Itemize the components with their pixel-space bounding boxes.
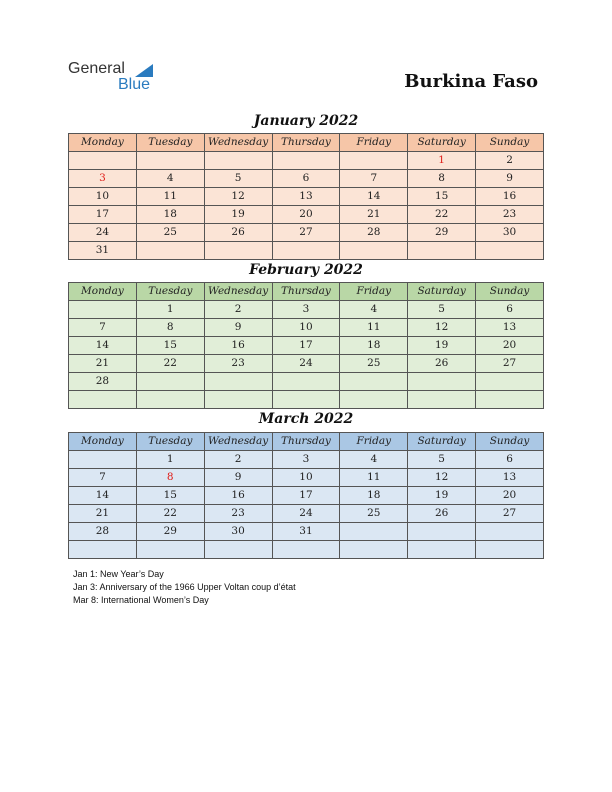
week-row xyxy=(69,337,544,355)
day-cell: 15 xyxy=(408,188,476,206)
day-cell: 6 xyxy=(476,451,544,469)
week-row xyxy=(69,206,544,224)
day-cell xyxy=(204,373,272,391)
day-cell: 5 xyxy=(408,451,476,469)
day-cell xyxy=(340,523,408,541)
day-cell: 6 xyxy=(476,301,544,319)
day-cell: 8 xyxy=(136,469,204,487)
day-cell: 15 xyxy=(136,337,204,355)
weekday-header: Sunday xyxy=(476,433,544,451)
weekday-header: Tuesday xyxy=(136,134,204,152)
day-cell xyxy=(69,541,137,559)
weekday-header: Friday xyxy=(340,283,408,301)
day-cell: 13 xyxy=(476,469,544,487)
month-title-february: February 2022 xyxy=(249,262,363,278)
day-cell: 13 xyxy=(272,188,340,206)
calendar-february xyxy=(68,282,544,409)
day-cell: 23 xyxy=(476,206,544,224)
day-cell: 1 xyxy=(136,451,204,469)
day-cell: 13 xyxy=(476,319,544,337)
day-cell: 5 xyxy=(408,301,476,319)
day-cell xyxy=(69,451,137,469)
day-cell xyxy=(340,152,408,170)
weekday-header-row xyxy=(69,433,544,451)
day-cell xyxy=(204,541,272,559)
day-cell: 2 xyxy=(204,451,272,469)
day-cell: 14 xyxy=(69,487,137,505)
day-cell xyxy=(340,242,408,260)
logo-general-text: General xyxy=(68,60,125,77)
day-cell: 4 xyxy=(136,170,204,188)
day-cell: 23 xyxy=(204,505,272,523)
day-cell xyxy=(204,242,272,260)
day-cell: 8 xyxy=(136,319,204,337)
weekday-header: Saturday xyxy=(408,283,476,301)
day-cell: 15 xyxy=(136,487,204,505)
day-cell xyxy=(69,301,137,319)
day-cell: 28 xyxy=(69,373,137,391)
day-cell: 9 xyxy=(204,319,272,337)
week-row xyxy=(69,301,544,319)
week-row xyxy=(69,319,544,337)
day-cell: 9 xyxy=(204,469,272,487)
day-cell: 10 xyxy=(69,188,137,206)
week-row xyxy=(69,355,544,373)
day-cell: 17 xyxy=(272,337,340,355)
month-title-january: January 2022 xyxy=(253,113,359,129)
day-cell xyxy=(476,373,544,391)
weekday-header: Wednesday xyxy=(204,433,272,451)
day-cell: 29 xyxy=(136,523,204,541)
week-row xyxy=(69,469,544,487)
day-cell: 25 xyxy=(136,224,204,242)
week-row xyxy=(69,541,544,559)
day-cell xyxy=(272,541,340,559)
day-cell xyxy=(272,152,340,170)
day-cell: 7 xyxy=(340,170,408,188)
logo-blue-text: Blue xyxy=(118,76,151,93)
weekday-header: Sunday xyxy=(476,283,544,301)
logo xyxy=(68,60,168,96)
weekday-header: Monday xyxy=(69,283,137,301)
day-cell: 11 xyxy=(136,188,204,206)
day-cell xyxy=(272,373,340,391)
day-cell xyxy=(340,373,408,391)
day-cell: 21 xyxy=(340,206,408,224)
day-cell: 7 xyxy=(69,319,137,337)
holiday-note: Jan 3: Anniversary of the 1966 Upper Voltan coup d’état xyxy=(73,582,296,592)
day-cell: 17 xyxy=(69,206,137,224)
day-cell: 1 xyxy=(408,152,476,170)
day-cell xyxy=(476,523,544,541)
day-cell: 5 xyxy=(204,170,272,188)
day-cell: 19 xyxy=(408,337,476,355)
week-row xyxy=(69,505,544,523)
day-cell: 18 xyxy=(340,487,408,505)
week-row xyxy=(69,373,544,391)
day-cell: 22 xyxy=(136,505,204,523)
day-cell: 29 xyxy=(408,224,476,242)
weekday-header: Thursday xyxy=(272,283,340,301)
calendar-january xyxy=(68,133,544,260)
weekday-header: Monday xyxy=(69,134,137,152)
day-cell: 27 xyxy=(476,505,544,523)
day-cell: 12 xyxy=(408,469,476,487)
day-cell: 30 xyxy=(476,224,544,242)
day-cell: 20 xyxy=(476,337,544,355)
weekday-header: Friday xyxy=(340,433,408,451)
day-cell: 20 xyxy=(476,487,544,505)
day-cell: 1 xyxy=(136,301,204,319)
day-cell: 9 xyxy=(476,170,544,188)
weekday-header: Monday xyxy=(69,433,137,451)
day-cell xyxy=(476,391,544,409)
holiday-notes xyxy=(73,568,296,607)
day-cell: 26 xyxy=(408,355,476,373)
day-cell xyxy=(408,523,476,541)
day-cell xyxy=(340,391,408,409)
day-cell xyxy=(136,242,204,260)
day-cell: 31 xyxy=(272,523,340,541)
week-row xyxy=(69,391,544,409)
day-cell xyxy=(408,541,476,559)
day-cell: 16 xyxy=(204,487,272,505)
day-cell xyxy=(204,391,272,409)
week-row xyxy=(69,170,544,188)
day-cell xyxy=(408,242,476,260)
day-cell: 28 xyxy=(69,523,137,541)
day-cell: 22 xyxy=(408,206,476,224)
day-cell: 3 xyxy=(272,301,340,319)
day-cell: 30 xyxy=(204,523,272,541)
day-cell: 31 xyxy=(69,242,137,260)
week-row xyxy=(69,451,544,469)
day-cell xyxy=(476,541,544,559)
day-cell xyxy=(408,391,476,409)
week-row xyxy=(69,523,544,541)
day-cell xyxy=(69,391,137,409)
day-cell: 21 xyxy=(69,355,137,373)
day-cell: 14 xyxy=(69,337,137,355)
day-cell: 19 xyxy=(204,206,272,224)
weekday-header: Wednesday xyxy=(204,134,272,152)
day-cell: 14 xyxy=(340,188,408,206)
calendar-march xyxy=(68,432,544,559)
day-cell: 24 xyxy=(272,355,340,373)
day-cell: 18 xyxy=(340,337,408,355)
day-cell: 3 xyxy=(69,170,137,188)
day-cell: 24 xyxy=(69,224,137,242)
day-cell: 27 xyxy=(272,224,340,242)
weekday-header: Wednesday xyxy=(204,283,272,301)
holiday-note: Jan 1: New Year’s Day xyxy=(73,569,164,579)
day-cell: 25 xyxy=(340,505,408,523)
day-cell: 19 xyxy=(408,487,476,505)
country-title: Burkina Faso xyxy=(404,71,538,92)
month-title-march: March 2022 xyxy=(258,411,354,427)
week-row xyxy=(69,242,544,260)
day-cell: 7 xyxy=(69,469,137,487)
day-cell: 24 xyxy=(272,505,340,523)
day-cell: 17 xyxy=(272,487,340,505)
weekday-header-row xyxy=(69,283,544,301)
day-cell xyxy=(136,373,204,391)
day-cell: 3 xyxy=(272,451,340,469)
day-cell xyxy=(408,373,476,391)
day-cell: 16 xyxy=(476,188,544,206)
day-cell xyxy=(136,541,204,559)
day-cell: 28 xyxy=(340,224,408,242)
day-cell: 12 xyxy=(204,188,272,206)
day-cell: 11 xyxy=(340,469,408,487)
weekday-header: Saturday xyxy=(408,134,476,152)
day-cell: 4 xyxy=(340,451,408,469)
week-row xyxy=(69,487,544,505)
weekday-header: Thursday xyxy=(272,134,340,152)
day-cell xyxy=(340,541,408,559)
day-cell xyxy=(69,152,137,170)
day-cell: 6 xyxy=(272,170,340,188)
day-cell: 2 xyxy=(204,301,272,319)
week-row xyxy=(69,224,544,242)
day-cell: 26 xyxy=(204,224,272,242)
day-cell: 18 xyxy=(136,206,204,224)
day-cell: 20 xyxy=(272,206,340,224)
holiday-note: Mar 8: International Women’s Day xyxy=(73,595,209,605)
day-cell: 23 xyxy=(204,355,272,373)
day-cell: 25 xyxy=(340,355,408,373)
weekday-header: Sunday xyxy=(476,134,544,152)
weekday-header: Tuesday xyxy=(136,283,204,301)
day-cell xyxy=(204,152,272,170)
day-cell: 27 xyxy=(476,355,544,373)
weekday-header: Friday xyxy=(340,134,408,152)
day-cell: 10 xyxy=(272,319,340,337)
day-cell: 21 xyxy=(69,505,137,523)
weekday-header: Saturday xyxy=(408,433,476,451)
weekday-header: Tuesday xyxy=(136,433,204,451)
day-cell: 4 xyxy=(340,301,408,319)
week-row xyxy=(69,188,544,206)
day-cell xyxy=(476,242,544,260)
day-cell: 8 xyxy=(408,170,476,188)
day-cell: 26 xyxy=(408,505,476,523)
day-cell xyxy=(136,391,204,409)
weekday-header-row xyxy=(69,134,544,152)
day-cell xyxy=(272,391,340,409)
day-cell: 12 xyxy=(408,319,476,337)
week-row xyxy=(69,152,544,170)
weekday-header: Thursday xyxy=(272,433,340,451)
day-cell: 10 xyxy=(272,469,340,487)
day-cell: 16 xyxy=(204,337,272,355)
day-cell: 22 xyxy=(136,355,204,373)
day-cell xyxy=(272,242,340,260)
day-cell xyxy=(136,152,204,170)
day-cell: 2 xyxy=(476,152,544,170)
day-cell: 11 xyxy=(340,319,408,337)
